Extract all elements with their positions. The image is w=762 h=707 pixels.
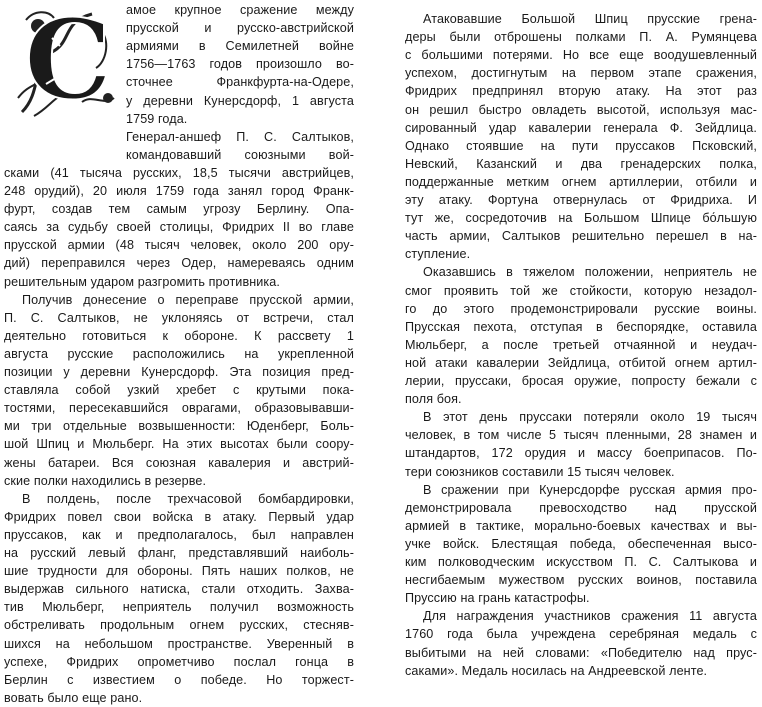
text-line: выдержав сильного натиска, стали отходить. Захва-: [4, 582, 354, 597]
text-line: смог проявить той же стойкости, которую незадол-: [405, 283, 757, 298]
text-line: саками». Медаль носилась на Андреевской ленте.: [405, 663, 708, 678]
text-line: эту атаку. Фортуна отвернулась от Фридриха. И: [405, 193, 757, 207]
text-line: армиями в Семилетней войне: [126, 39, 354, 54]
text-line: поля боя.: [405, 392, 462, 407]
text-line: часть армии, Салтыков решительно перешел в на-: [405, 229, 757, 244]
text-line: поддержанные метким огнем артиллерии, отбили и: [405, 174, 757, 189]
text-line: деятельно готовиться к обороне. К рассвету 1: [4, 328, 354, 343]
text-line: деры были отброшены полками П. А. Румянцева: [405, 30, 757, 45]
text-line: августа русские расположились на укрепленной: [4, 346, 354, 361]
text-line: штандартов, 172 орудия и массу боеприпасов. По-: [405, 446, 757, 461]
text-line: Получив донесение о переправе прусской армии,: [22, 292, 354, 307]
text-line: сками (41 тысяча русских, 18,5 тысячи австрийцев,: [4, 165, 354, 180]
text-line: го до этого продемонстрировали русские воины.: [405, 301, 757, 316]
text-line: В полдень, после трехчасовой бомбардировки,: [22, 491, 354, 506]
text-line: командовавший союзными вой-: [126, 147, 354, 162]
text-line: тостями, пересекавшийся оврагами, образовывавши-: [4, 401, 354, 416]
text-line: пруссаков, как и предполагалось, был направлен: [4, 527, 354, 542]
text-line: на русский левый фланг, представлявший наиболь-: [4, 546, 354, 560]
text-line: 1760 года была учреждена серебряная медаль с: [405, 627, 757, 642]
text-line: Атаковавшие Большой Шпиц прусские грена-: [423, 12, 757, 26]
text-line: фурт, создав тем самым угрозу Берлину. Опа-: [4, 202, 354, 217]
text-line: шие трудности для обороны. Пять наших полков, не: [4, 564, 354, 579]
dropcap-letter: С: [24, 2, 112, 120]
text-line: у деревни Кунерсдорф, 1 августа: [126, 93, 354, 108]
text-line: саясь за судьбу своей столицы, Фридрих II во главе: [4, 220, 354, 235]
text-line: Однако стоявшие на пути пруссаков Псковский,: [405, 138, 757, 153]
text-line: сированный удар кавалерии генерала Ф. Зейдлица.: [405, 120, 757, 135]
text-line: Оказавшись в тяжелом положении, неприятель не: [423, 265, 757, 280]
text-line: сточнее Франкфурта-на-Одере,: [126, 75, 354, 90]
text-line: Для награждения участников сражения 11 августа: [423, 609, 757, 624]
text-line: тери союзников составили 15 тысяч человек.: [405, 464, 675, 479]
text-line: Генерал-аншеф П. С. Салтыков,: [126, 129, 354, 144]
text-line: Мюльберг, а после третьей отчаянной и неудач-: [405, 337, 757, 352]
text-line: 248 орудий), 20 июля 1759 года занял город Франк-: [4, 184, 354, 198]
text-line: ские полки находились в резерве.: [4, 473, 207, 488]
text-line: ставляла собой узкий хребет с крутыми пока-: [4, 383, 354, 398]
text-line: он решил быстро овладеть высотой, используя мас-: [405, 102, 757, 117]
text-line: Пруссию на грань катастрофы.: [405, 591, 590, 606]
text-line: амое крупное сражение между: [126, 3, 354, 17]
text-line: учке войск. Блестящая победа, обеспеченная высо-: [405, 536, 757, 551]
text-line: человек, в том числе 5 тысяч пленными, 28 знамен и: [405, 428, 757, 443]
text-line: лерии, пруссаки, бросая оружие, попросту бежали с: [405, 374, 757, 388]
text-line: несгибаемым мужеством русских воинов, поставила: [405, 573, 757, 588]
text-line: Берлин с известием о победе. Но торжест-: [4, 672, 354, 687]
text-line: 1759 года.: [126, 111, 188, 126]
text-line: Фридрих повел свои войска в атаку. Первый удар: [4, 509, 354, 524]
text-line: прусской и русско-австрийской: [126, 21, 354, 36]
text-line: Прусская пехота, отступая в беспорядке, оставила: [405, 319, 757, 334]
text-line: решительным ударом разгромить противника.: [4, 274, 281, 289]
text-line: вовать было еще рано.: [4, 690, 143, 705]
text-line: позиции у деревни Кунерсдорф. Эта позиция пред-: [4, 365, 354, 379]
text-line: успехе, Фридрих опрометчиво послал гонца в: [4, 654, 354, 669]
text-line: 1756—1763 годов произошло во-: [126, 57, 354, 72]
text-line: ступление.: [405, 247, 471, 262]
text-line: ким полководческим искусством П. С. Салтыкова и: [405, 555, 757, 569]
text-line: тут же, сосредоточив на Большом Шпице бо́льшую: [405, 211, 757, 226]
text-line: жены батареи. Вся союзная кавалерия и австрий-: [4, 455, 354, 470]
text-line: успехом, достигнутым на первом этапе сражения,: [405, 66, 757, 81]
text-line: Невский, Казанский и два гренадерских полка,: [405, 156, 757, 171]
text-line: демонстрировала превосходство над прусской: [405, 500, 757, 515]
text-line: В этот день пруссаки потеряли около 19 тысяч: [423, 410, 757, 425]
text-line: армией в тактике, морально-боевых качествах и вы-: [405, 518, 757, 533]
text-line: П. С. Салтыков, не уклоняясь от встречи, стал: [4, 310, 354, 325]
text-line: шой Шпиц и Мюльберг. На этих высотах были соору-: [4, 437, 354, 452]
text-line: дий) переправился через Одер, намереваясь одним: [4, 256, 354, 271]
text-line: ми три отдельные возвышенности: Юденберг, Боль-: [4, 419, 354, 434]
text-line: с большими потерями. Но все еще воодушевленный: [405, 48, 757, 63]
text-line: прусской армии (48 тысяч человек, около 200 ору-: [4, 238, 354, 253]
text-line: В сражении при Кунерсдорфе русская армия про-: [423, 482, 757, 497]
text-line: обстреливать продольным огнем русских, стесняв-: [4, 618, 354, 633]
text-line: Фридрих предпринял вторую атаку. На этот раз: [405, 84, 757, 99]
ornamental-dropcap: [12, 2, 124, 120]
text-line: ной атаки кавалерии Зейдлица, отбитой огнем артил-: [405, 355, 757, 370]
text-line: шихся на небольшом пространстве. Уверенный в: [4, 636, 354, 651]
text-line: выбитыми на ней словами: «Победителю над прус-: [405, 645, 757, 660]
text-line: тив Мюльберг, неприятель получил возможность: [4, 600, 354, 615]
